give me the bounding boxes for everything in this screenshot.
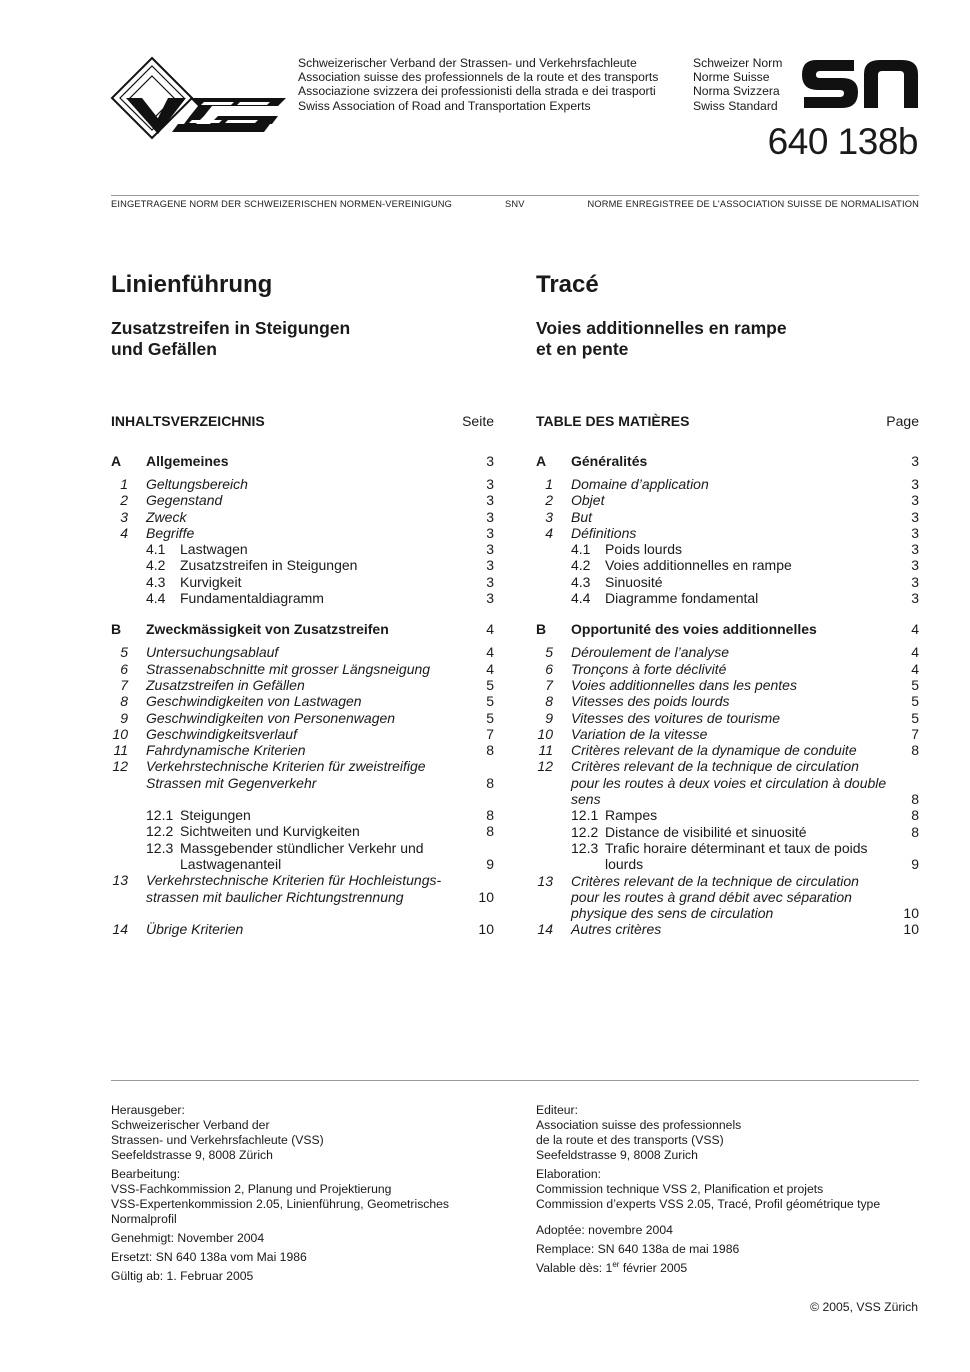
valid-fr-suffix: février 2005: [619, 1261, 688, 1275]
toc-entry-page: 3: [911, 524, 919, 541]
toc-subentry: [111, 807, 494, 823]
toc-section-letter: A: [111, 453, 122, 469]
toc-list-fr: [536, 452, 919, 938]
toc-subentry-number: 4.1: [571, 541, 591, 558]
organization-names: [298, 56, 658, 113]
toc-entry-page: 10: [478, 920, 494, 937]
toc-entry-page: 5: [911, 676, 919, 693]
toc-entry-number: 8: [120, 693, 128, 710]
toc-entry-number: 2: [545, 492, 553, 509]
toc-subentry-number: 4.3: [146, 573, 166, 590]
toc-entry: [536, 710, 919, 726]
standard-label-fr: Norme Suisse: [693, 70, 770, 85]
editing-line-fr-2: Commission d’experts VSS 2.05, Tracé, Profil géométrique type: [536, 1197, 881, 1211]
publisher-line-fr-1: Association suisse des professionnels: [536, 1118, 742, 1132]
editing-line-fr-1: Commission technique VSS 2, Planification et projets: [536, 1182, 824, 1196]
toc-entry: [536, 726, 919, 742]
toc-entry-title: Critères relevant de la technique de circulation pour les routes à grand débit avec séparation physique des sens de circulation: [571, 872, 859, 922]
vss-logo: [108, 56, 292, 140]
subtitle-fr: [536, 318, 919, 412]
toc-section-title: Généralités: [571, 453, 648, 469]
toc-entry: [536, 693, 919, 709]
toc-entry: [111, 661, 494, 677]
approved-fr: Adoptée: novembre 2004: [536, 1223, 673, 1237]
toc-subentry: [111, 840, 494, 873]
toc-entry-number: 12: [112, 758, 128, 775]
toc-entry-page: 3: [911, 508, 919, 525]
toc-subentry: [536, 557, 919, 573]
replaces-de: Ersetzt: SN 640 138a vom Mai 1986: [111, 1250, 307, 1264]
toc-subentry-number: 4.2: [571, 557, 591, 574]
toc-entry: [111, 758, 494, 791]
toc-subentry-title: Poids lourds: [605, 541, 683, 558]
toc-entry-title: Déroulement de l’analyse: [571, 644, 729, 661]
toc-subentry: [536, 590, 919, 606]
toc-entry-number: 11: [538, 742, 553, 759]
toc-subentry-title: Sinuosité: [605, 573, 663, 590]
toc-section: [111, 452, 494, 470]
toc-entry-number: 7: [545, 676, 553, 693]
toc-entry: [536, 661, 919, 677]
sn-logo: [802, 60, 920, 108]
toc-section-letter: A: [536, 453, 547, 469]
toc-subentry-number: 4.3: [571, 573, 591, 590]
publisher-line-de-2: Strassen- und Verkehrsfachleute (VSS): [111, 1133, 324, 1147]
toc-section: [536, 620, 919, 638]
copyright: © 2005, VSS Zürich: [810, 1300, 918, 1314]
toc-page-label-de: Seite: [462, 413, 494, 429]
toc-subentry: [536, 574, 919, 590]
toc-entry-page: 3: [486, 492, 494, 509]
toc-entry-number: 14: [537, 921, 553, 938]
toc-entry-number: 4: [545, 524, 553, 541]
toc-entry-title: Variation de la vitesse: [571, 725, 708, 742]
replaces-fr: Remplace: SN 640 138a de mai 1986: [536, 1242, 740, 1256]
imprint-divider: [111, 1080, 919, 1081]
imprint-fr: [536, 1103, 936, 1280]
toc-entry-title: Verkehrstechnische Kriterien für zweistreifige Strassen mit Gegenverkehr: [146, 758, 426, 791]
toc-entry-title: Critères relevant de la dynamique de conduite: [571, 742, 857, 759]
toc-entry-number: 6: [120, 660, 128, 677]
toc-entry-page: 3: [486, 508, 494, 525]
toc-entry: [536, 742, 919, 758]
toc-subentry-number: 12.1: [571, 807, 599, 824]
toc-entry-page: 10: [903, 921, 919, 938]
publisher-de: [111, 1103, 511, 1163]
toc-entry-number: 12: [537, 758, 553, 775]
valid-fr: [536, 1261, 936, 1276]
toc-heading-fr: [536, 412, 919, 444]
org-line-it: Associazione svizzera dei professionisti della strada e dei trasporti: [298, 84, 656, 99]
toc-entry-number: 8: [545, 693, 553, 710]
toc-entry-title: Vitesses des poids lourds: [571, 693, 730, 710]
toc-entry: [111, 509, 494, 525]
editing-label-de: Bearbeitung:: [111, 1167, 181, 1181]
toc-entry-number: 4: [120, 524, 128, 541]
toc-subentry-page: 8: [911, 807, 919, 824]
toc-entry-number: 13: [112, 872, 128, 889]
toc-entry-page: 5: [486, 709, 494, 726]
toc-entry-title: Voies additionnelles dans les pentes: [571, 676, 797, 693]
toc-subentry-title: Sichtweiten und Kurvigkeiten: [180, 823, 360, 840]
toc-entry-number: 9: [545, 709, 553, 726]
standard-labels: [693, 56, 782, 113]
toc-entry-page: 3: [911, 492, 919, 509]
toc-entry-page: 3: [911, 476, 919, 492]
toc-entry-title: Geschwindigkeiten von Lastwagen: [146, 693, 362, 710]
toc-entry-page: 8: [911, 791, 919, 808]
toc-entry-page: 10: [903, 905, 919, 922]
toc-entry: [536, 758, 919, 807]
toc-subentry-number: 12.1: [146, 807, 174, 824]
toc-entry-page: 4: [911, 660, 919, 677]
toc-entry-title: Übrige Kriterien: [146, 920, 244, 937]
toc-subentry-number: 4.2: [146, 557, 166, 574]
publisher-line-de-1: Schweizerischer Verband der: [111, 1118, 270, 1132]
toc-entry: [536, 525, 919, 541]
toc-entry-title: But: [571, 508, 593, 525]
toc-subentry-number: 12.2: [571, 823, 599, 840]
standard-label-it: Norma Svizzera: [693, 84, 780, 99]
toc-entry-page: 3: [486, 524, 494, 541]
column-french: [536, 270, 919, 938]
toc-subentry: [111, 574, 494, 590]
toc-entry-title: Objet: [571, 492, 605, 509]
org-line-de: Schweizerischer Verband der Strassen- und Verkehrsfachleute: [298, 56, 637, 70]
toc-subentry-title: Distance de visibilité et sinuosité: [605, 823, 807, 840]
toc-subentry-title: Voies additionnelles en rampe: [605, 557, 792, 574]
toc-entry-title: Zusatzstreifen in Gefällen: [146, 676, 305, 693]
toc-entry: [536, 921, 919, 937]
toc-subentry-page: 3: [911, 557, 919, 574]
toc-entry-title: Geschwindigkeiten von Personenwagen: [146, 709, 396, 726]
publisher-line-de-3: Seefeldstrasse 9, 8008 Zürich: [111, 1148, 273, 1162]
editing-de: [111, 1167, 511, 1227]
toc-subentry-number: 4.4: [146, 590, 166, 607]
toc-entry-page: 8: [911, 742, 919, 759]
toc-subentry-title: Steigungen: [180, 807, 251, 824]
toc-subentry-number: 12.2: [146, 823, 174, 840]
toc-subentry-page: 8: [486, 807, 494, 824]
registration-snv: SNV: [505, 199, 525, 209]
toc-entry-number: 3: [545, 508, 553, 525]
toc-entry-title: Définitions: [571, 524, 637, 541]
toc-subentry: [536, 807, 919, 823]
toc-entry-page: 4: [486, 644, 494, 661]
toc-subentry: [111, 541, 494, 557]
toc-entry-page: 5: [486, 676, 494, 693]
toc-entry: [111, 710, 494, 726]
toc-entry-number: 5: [545, 644, 553, 661]
toc-entry: [536, 476, 919, 492]
toc-entry: [536, 644, 919, 660]
approved-de: Genehmigt: November 2004: [111, 1231, 265, 1245]
toc-heading-label-de: INHALTSVERZEICHNIS: [111, 413, 265, 429]
toc-entry: [111, 644, 494, 660]
toc-subentry-title: Massgebender stündlicher Verkehr und Lastwagenanteil: [180, 839, 424, 872]
toc-entry: [111, 677, 494, 693]
toc-entry-page: 5: [911, 693, 919, 710]
toc-section-letter: B: [536, 621, 547, 638]
editing-label-fr: Elaboration:: [536, 1167, 602, 1181]
toc-entry: [111, 492, 494, 508]
valid-de: Gültig ab: 1. Februar 2005: [111, 1269, 254, 1283]
toc-subentry-page: 3: [486, 541, 494, 558]
valid-fr-prefix: Valable dès: 1: [536, 1261, 613, 1275]
toc-section: [536, 452, 919, 470]
toc-entry-title: Begriffe: [146, 524, 195, 541]
toc-subentry-title: Rampes: [605, 807, 658, 824]
toc-subentry-page: 3: [486, 590, 494, 607]
subtitle-de-line-1: Zusatzstreifen in Steigungen: [111, 318, 351, 338]
editing-line-de-1: VSS-Fachkommission 2, Planung und Projektierung: [111, 1182, 392, 1196]
subtitle-de: [111, 318, 494, 412]
publisher-line-fr-3: Seefeldstrasse 9, 8008 Zurich: [536, 1148, 698, 1162]
toc-section-title: Allgemeines: [146, 453, 229, 469]
standard-number: 640 138b: [767, 121, 918, 162]
toc-entry-page: 4: [911, 644, 919, 661]
toc-entry-number: 11: [113, 742, 128, 759]
title-fr: Tracé: [536, 271, 599, 298]
toc-entry-title: Autres critères: [571, 921, 662, 938]
toc-entry-page: 5: [911, 709, 919, 726]
toc-subentry: [111, 557, 494, 573]
toc-entry: [111, 476, 494, 492]
toc-entry: [111, 693, 494, 709]
toc-section-page: 4: [486, 621, 494, 638]
toc-subentry: [536, 541, 919, 557]
toc-entry: [111, 921, 494, 937]
toc-entry: [111, 525, 494, 541]
toc-entry: [536, 492, 919, 508]
toc-section-title: Opportunité des voies additionnelles: [571, 621, 817, 638]
publisher-fr: [536, 1103, 936, 1163]
toc-subentry-title: Zusatzstreifen in Steigungen: [180, 557, 358, 574]
toc-section-page: 3: [486, 453, 494, 469]
toc-entry-title: Strassenabschnitte mit grosser Längsneigung: [146, 660, 431, 677]
toc-heading-de: [111, 412, 494, 444]
toc-entry-page: 7: [911, 725, 919, 742]
toc-entry-title: Verkehrstechnische Kriterien für Hochleistungs-strassen mit baulicher Richtungstrennung: [146, 872, 442, 905]
toc-entry-page: 8: [486, 742, 494, 759]
toc-entry-number: 6: [545, 660, 553, 677]
toc-subentry: [111, 590, 494, 606]
toc-entry: [536, 677, 919, 693]
toc-entry-number: 10: [112, 725, 128, 742]
subtitle-de-line-2: und Gefällen: [111, 339, 217, 359]
toc-section-letter: B: [111, 621, 122, 638]
toc-subentry: [111, 823, 494, 839]
toc-subentry-page: 8: [486, 823, 494, 840]
toc-heading-label-fr: TABLE DES MATIÈRES: [536, 413, 690, 429]
toc-entry-title: Geltungsbereich: [146, 476, 248, 492]
toc-entry: [111, 742, 494, 758]
subtitle-fr-line-1: Voies additionnelles en rampe: [536, 318, 787, 338]
toc-entry-page: 3: [486, 476, 494, 492]
toc-list-de: [111, 452, 494, 937]
toc-entry-title: Gegenstand: [146, 492, 223, 509]
toc-entry-number: 5: [120, 644, 128, 661]
toc-entry-page: 4: [486, 660, 494, 677]
toc-entry-number: 10: [537, 725, 553, 742]
toc-subentry-title: Lastwagen: [180, 541, 248, 558]
toc-entry-title: Domaine d’application: [571, 476, 709, 492]
toc-subentry-page: 3: [486, 573, 494, 590]
header-divider: [111, 195, 919, 196]
toc-subentry-number: 12.3: [146, 839, 174, 856]
toc-entry: [536, 509, 919, 525]
toc-subentry-page: 8: [911, 823, 919, 840]
toc-entry-page: 7: [486, 725, 494, 742]
publisher-line-fr-2: de la route et des transports (VSS): [536, 1133, 724, 1147]
subtitle-fr-line-2: et en pente: [536, 339, 629, 359]
toc-subentry-page: 3: [911, 573, 919, 590]
org-line-fr: Association suisse des professionnels de la route et des transports: [298, 70, 659, 85]
toc-subentry-title: Trafic horaire déterminant et taux de poids lourds: [605, 839, 868, 873]
org-line-en: Swiss Association of Road and Transportation Experts: [298, 98, 591, 113]
editing-fr: [536, 1167, 936, 1212]
toc-entry: [536, 873, 919, 922]
title-de: Linienführung: [111, 271, 273, 298]
toc-subentry-page: 9: [486, 855, 494, 872]
toc-entry-number: 13: [537, 872, 553, 889]
editing-line-de-2: VSS-Expertenkommission 2.05, Linienführung, Geometrisches Normalprofil: [111, 1197, 450, 1226]
toc-entry: [111, 726, 494, 742]
toc-entry-title: Fahrdynamische Kriterien: [146, 742, 306, 759]
registration-de: EINGETRAGENE NORM DER SCHWEIZERISCHEN NORMEN-VEREINIGUNG: [111, 199, 453, 209]
registration-fr: NORME ENREGISTREE DE L'ASSOCIATION SUISSE DE NORMALISATION: [587, 199, 919, 209]
toc-subentry-title: Diagramme fondamental: [605, 590, 759, 607]
publisher-label-de: Herausgeber:: [111, 1103, 185, 1117]
toc-entry-number: 1: [120, 476, 128, 492]
toc-subentry: [536, 824, 919, 840]
toc-subentry-number: 4.1: [146, 541, 166, 558]
toc-page-label-fr: Page: [886, 413, 919, 429]
toc-entry-page: 8: [486, 774, 494, 791]
toc-entry-number: 2: [120, 492, 128, 509]
toc-subentry-title: Fundamentaldiagramm: [180, 590, 324, 607]
toc-entry-number: 3: [120, 508, 128, 525]
imprint-de: [111, 1103, 511, 1288]
toc-subentry-page: 9: [911, 856, 919, 873]
toc-entry-number: 14: [112, 920, 128, 937]
toc-entry-page: 10: [478, 888, 494, 905]
toc-entry: [111, 872, 494, 905]
toc-entry-page: 5: [486, 693, 494, 710]
toc-entry-title: Geschwindigkeitsverlauf: [146, 725, 297, 742]
toc-subentry-page: 3: [911, 541, 919, 558]
publisher-label-fr: Editeur:: [536, 1103, 579, 1117]
toc-subentry-number: 12.3: [571, 839, 599, 856]
toc-entry-number: 1: [545, 476, 553, 492]
toc-entry-title: Vitesses des voitures de tourisme: [571, 709, 781, 726]
toc-subentry: [536, 840, 919, 873]
toc-entry-number: 9: [120, 709, 128, 726]
toc-entry-title: Untersuchungsablauf: [146, 644, 279, 661]
toc-subentry-title: Kurvigkeit: [180, 573, 242, 590]
valid-fr-sup: er: [612, 1259, 620, 1269]
toc-section-page: 3: [911, 453, 919, 469]
toc-section-page: 4: [911, 621, 919, 638]
toc-subentry-page: 3: [911, 590, 919, 607]
toc-entry-title: Tronçons à forte déclivité: [571, 660, 727, 677]
standard-label-de: Schweizer Norm: [693, 56, 783, 70]
toc-entry-title: Zweck: [146, 508, 187, 525]
toc-section-title: Zweckmässigkeit von Zusatzstreifen: [146, 621, 389, 638]
toc-section: [111, 620, 494, 638]
toc-subentry-page: 3: [486, 557, 494, 574]
standard-label-en: Swiss Standard: [693, 98, 778, 113]
toc-entry-title: Critères relevant de la technique de circulation pour les routes à deux voies et circulation à double sens: [571, 758, 887, 808]
column-german: [111, 270, 494, 937]
toc-subentry-number: 4.4: [571, 590, 591, 607]
toc-entry-number: 7: [120, 676, 128, 693]
